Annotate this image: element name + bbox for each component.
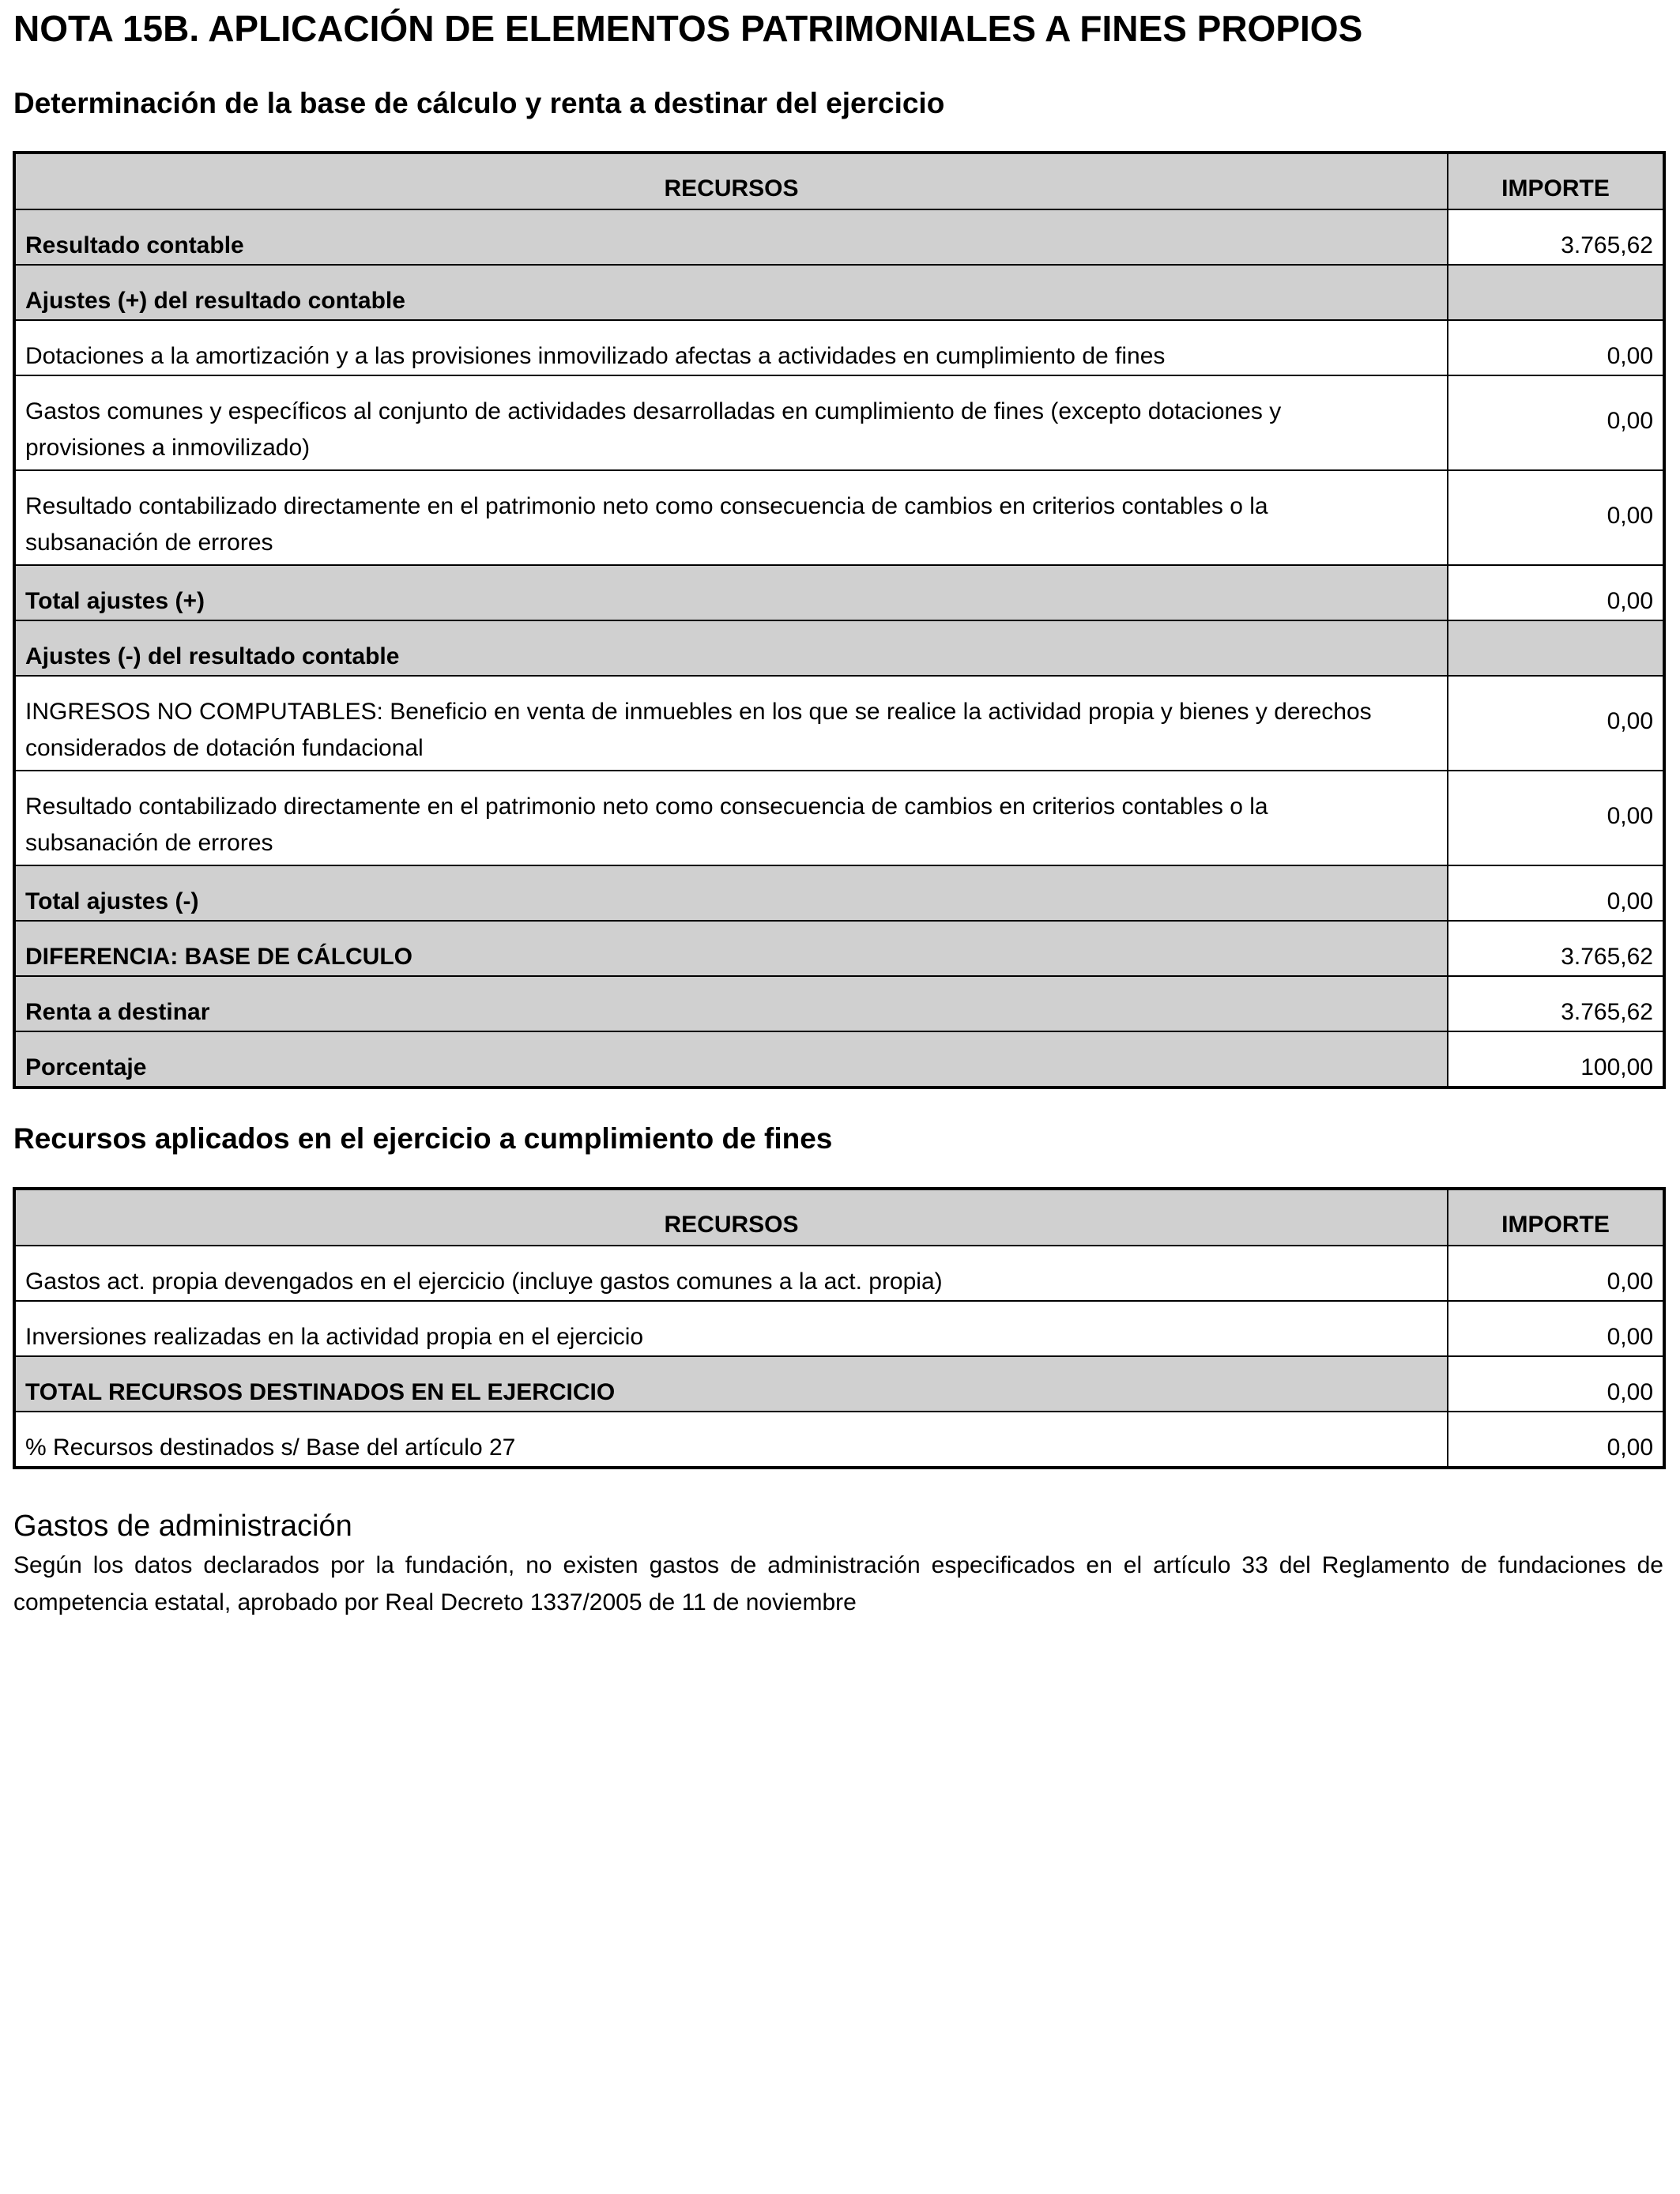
label-line: Gastos comunes y específicos al conjunto de actividades desarrolladas en cumplimiento de fines (excepto dotaciones y [25,398,1282,424]
row-value-gastos-act-propia: 0,00 [1448,1246,1664,1301]
table-row [14,1412,1664,1468]
table-row [14,470,1664,565]
label-line: subsanación de errores [25,830,273,856]
row-value-total-recursos: 0,00 [1448,1356,1664,1412]
row-value-base-calculo: 3.765,62 [1448,921,1664,976]
row-label-total-ajustes-negativos: Total ajustes (-) [14,865,1448,921]
row-value-gastos-comunes: 0,00 [1448,375,1664,470]
row-value-renta-destinar: 3.765,62 [1448,976,1664,1031]
row-value-resultado-patrimonio-neto: 0,00 [1448,470,1664,565]
label-line: subsanación de errores [25,530,273,556]
table-row [14,1246,1664,1301]
table-row [14,1301,1664,1356]
table-row [14,209,1664,265]
row-label-ajustes-positivos: Ajustes (+) del resultado contable [14,265,1448,320]
table-base-calculo [13,151,1666,1089]
table-row [14,676,1664,771]
row-label-dotaciones: Dotaciones a la amortización y a las provisiones inmovilizado afectas a actividades en cumplimiento de fines [14,320,1448,375]
row-label-total-ajustes-positivos: Total ajustes (+) [14,565,1448,620]
table-row [14,320,1664,375]
row-label-resultado-patrimonio-neto-2 [14,771,1448,865]
column-header-importe: IMPORTE [1448,153,1664,209]
section-title-recursos-aplicados: Recursos aplicados en el ejercicio a cumplimiento de fines [13,1122,833,1155]
row-label-base-calculo: DIFERENCIA: BASE DE CÁLCULO [14,921,1448,976]
row-value-ajustes-negativos [1448,620,1664,676]
table-row [14,1031,1664,1088]
row-label-gastos-act-propia: Gastos act. propia devengados en el ejercicio (incluye gastos comunes a la act. propia) [14,1246,1448,1301]
column-header-recursos: RECURSOS [14,1189,1448,1246]
row-label-gastos-comunes [14,375,1448,470]
row-value-resultado-contable: 3.765,62 [1448,209,1664,265]
row-value-total-ajustes-positivos: 0,00 [1448,565,1664,620]
table-header-row [14,153,1664,209]
table-row [14,375,1664,470]
label-line: Resultado contabilizado directamente en el patrimonio neto como consecuencia de cambios en criterios contables o la [25,493,1268,519]
section-title-base-calculo: Determinación de la base de cálculo y renta a destinar del ejercicio [13,87,945,119]
row-value-inversiones: 0,00 [1448,1301,1664,1356]
label-line: considerados de dotación fundacional [25,735,424,761]
row-label-porcentaje-recursos: % Recursos destinados s/ Base del artículo 27 [14,1412,1448,1468]
table-header-row [14,1189,1664,1246]
row-label-resultado-patrimonio-neto [14,470,1448,565]
row-value-porcentaje: 100,00 [1448,1031,1664,1088]
page-title: NOTA 15B. APLICACIÓN DE ELEMENTOS PATRIMONIALES A FINES PROPIOS [13,8,1363,49]
table-row [14,565,1664,620]
table-row [14,265,1664,320]
row-value-porcentaje-recursos: 0,00 [1448,1412,1664,1468]
gastos-administracion-text: Según los datos declarados por la fundación, no existen gastos de administración especificados en el artículo 33 del Reglamento de fundaciones de competencia estatal, aprobado por Real Decreto 1337/2005 de 11 de noviembre [13,1552,1663,1615]
column-header-recursos: RECURSOS [14,153,1448,209]
table-row [14,771,1664,865]
table-row [14,976,1664,1031]
table-recursos-aplicados [13,1187,1666,1469]
row-label-ingresos-no-computables [14,676,1448,771]
label-line: provisiones a inmovilizado) [25,435,311,461]
row-label-porcentaje: Porcentaje [14,1031,1448,1088]
label-line: Resultado contabilizado directamente en el patrimonio neto como consecuencia de cambios en criterios contables o la [25,794,1268,820]
row-label-resultado-contable: Resultado contable [14,209,1448,265]
row-value-resultado-patrimonio-neto-2: 0,00 [1448,771,1664,865]
row-value-ajustes-positivos [1448,265,1664,320]
row-value-dotaciones: 0,00 [1448,320,1664,375]
table-row [14,1356,1664,1412]
row-value-ingresos-no-computables: 0,00 [1448,676,1664,771]
row-label-total-recursos: TOTAL RECURSOS DESTINADOS EN EL EJERCICIO [14,1356,1448,1412]
table-row [14,620,1664,676]
row-label-inversiones: Inversiones realizadas en la actividad propia en el ejercicio [14,1301,1448,1356]
label-line: INGRESOS NO COMPUTABLES: Beneficio en venta de inmuebles en los que se realice la actividad propia y bienes y derechos [25,699,1372,725]
row-label-renta-destinar: Renta a destinar [14,976,1448,1031]
table-row [14,921,1664,976]
row-value-total-ajustes-negativos: 0,00 [1448,865,1664,921]
row-label-ajustes-negativos: Ajustes (-) del resultado contable [14,620,1448,676]
table-row [14,865,1664,921]
section-title-gastos-administracion: Gastos de administración [13,1510,352,1543]
column-header-importe: IMPORTE [1448,1189,1664,1246]
